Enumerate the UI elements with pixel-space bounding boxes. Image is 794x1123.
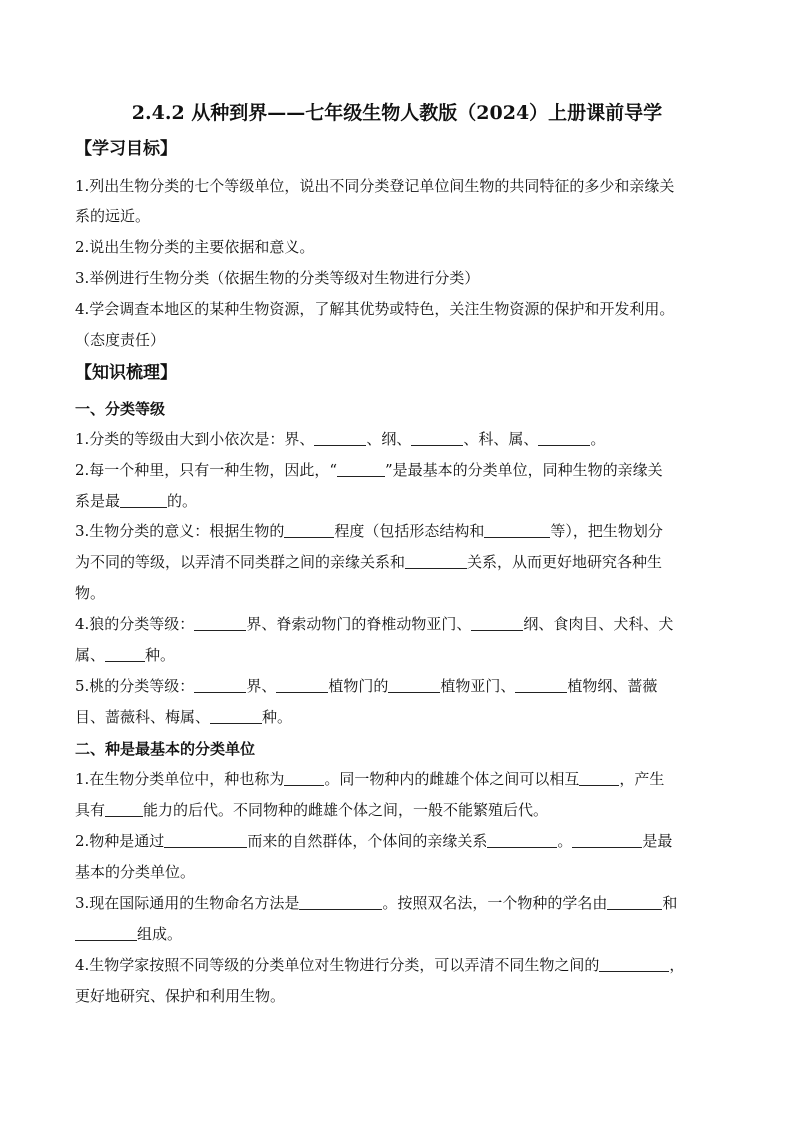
- question-line: [75, 428, 725, 449]
- question-text: 具有: [75, 801, 106, 819]
- question-text: 、纲、: [366, 430, 412, 448]
- question-text: 、科、属、: [463, 430, 539, 448]
- question-text: ”是最基本的分类单位，同种生物的亲缘关: [384, 461, 663, 479]
- question-text: 界、: [246, 677, 277, 695]
- question-line: [75, 830, 725, 851]
- question-line: [75, 490, 725, 511]
- question-text: 2.每一个种里，只有一种生物，因此，“: [75, 461, 337, 479]
- answer-blank[interactable]: [515, 678, 567, 693]
- question-text: 属、: [75, 646, 106, 664]
- question-text: 等），把生物划分: [550, 522, 663, 540]
- answer-blank[interactable]: [194, 616, 246, 631]
- question-text: 1.在生物分类单位中，种也称为: [75, 770, 285, 788]
- objective-line: 2.说出生物分类的主要依据和意义。: [75, 238, 315, 256]
- objectives-heading: 【学习目标】: [75, 139, 177, 159]
- question-text: 为不同的等级，以弄清不同类群之间的亲缘关系和: [75, 553, 406, 571]
- question-text: 1.分类的等级由大到小依次是：界、: [75, 430, 315, 448]
- question-text: 种。: [262, 708, 293, 726]
- section-2-heading: 二、种是最基本的分类单位: [75, 740, 256, 758]
- answer-blank[interactable]: [484, 523, 550, 538]
- answer-blank[interactable]: [607, 895, 662, 910]
- question-text: 植物纲、蔷薇: [567, 677, 658, 695]
- question-text: 是最: [642, 832, 673, 850]
- question-text: 5.桃的分类等级：: [75, 677, 195, 695]
- question-line: [75, 768, 725, 789]
- answer-blank[interactable]: [572, 833, 642, 848]
- question-text: 3.生物分类的意义：根据生物的: [75, 522, 285, 540]
- question-line: [75, 799, 725, 820]
- question-text: ，: [669, 956, 685, 974]
- question-text: 和: [662, 894, 678, 912]
- question-text: 。: [557, 832, 573, 850]
- question-text: 纲、食肉目、犬科、犬: [523, 615, 674, 633]
- question-line: [75, 923, 725, 944]
- question-text: ，产生: [619, 770, 665, 788]
- question-text: 植物门的: [328, 677, 389, 695]
- page-title: 2.4.2 从种到界——七年级生物人教版（2024）上册课前导学: [131, 102, 663, 124]
- question-line: 更好地研究、保护和利用生物。: [75, 987, 286, 1005]
- answer-blank[interactable]: [487, 833, 557, 848]
- answer-blank[interactable]: [388, 678, 440, 693]
- objective-line: 3.举例进行生物分类（依据生物的分类等级对生物进行分类）: [75, 269, 480, 287]
- question-text: 。同一物种内的雌雄个体之间可以相互: [324, 770, 580, 788]
- answer-blank[interactable]: [194, 678, 246, 693]
- answer-blank[interactable]: [120, 493, 167, 508]
- knowledge-heading: 【知识梳理】: [75, 363, 177, 383]
- question-text: 的。: [167, 492, 198, 510]
- question-line: [75, 613, 725, 634]
- answer-blank[interactable]: [405, 554, 467, 569]
- question-text: 2.物种是通过: [75, 832, 165, 850]
- question-text: 目、蔷薇科、梅属、: [75, 708, 211, 726]
- objective-line: （态度责任）: [75, 331, 166, 349]
- answer-blank[interactable]: [579, 771, 619, 786]
- answer-blank[interactable]: [411, 431, 463, 446]
- question-line: [75, 644, 725, 665]
- question-line: [75, 954, 725, 975]
- objective-line: 系的远近。: [75, 207, 151, 225]
- answer-blank[interactable]: [284, 523, 334, 538]
- answer-blank[interactable]: [105, 647, 145, 662]
- question-line: [75, 520, 725, 541]
- question-text: 。按照双名法，一个物种的学名由: [382, 894, 608, 912]
- question-text: 4.狼的分类等级：: [75, 615, 195, 633]
- question-text: 组成。: [137, 925, 183, 943]
- question-text: 植物亚门、: [440, 677, 516, 695]
- question-line: 基本的分类单位。: [75, 863, 196, 881]
- answer-blank[interactable]: [276, 678, 328, 693]
- answer-blank[interactable]: [314, 431, 366, 446]
- question-line: [75, 675, 725, 696]
- question-text: 3.现在国际通用的生物命名方法是: [75, 894, 300, 912]
- question-text: 4.生物学家按照不同等级的分类单位对生物进行分类，可以弄清不同生物之间的: [75, 956, 600, 974]
- question-line: [75, 551, 725, 572]
- answer-blank[interactable]: [538, 431, 590, 446]
- section-1-heading: 一、分类等级: [75, 400, 166, 418]
- answer-blank[interactable]: [210, 709, 262, 724]
- answer-blank[interactable]: [337, 462, 385, 477]
- question-line: [75, 706, 725, 727]
- answer-blank[interactable]: [105, 802, 143, 817]
- question-line: [75, 892, 725, 913]
- objective-line: 4.学会调查本地区的某种生物资源，了解其优势或特色，关注生物资源的保护和开发利用。: [75, 300, 675, 318]
- answer-blank[interactable]: [471, 616, 523, 631]
- question-text: 关系，从而更好地研究各种生: [467, 553, 663, 571]
- question-line: 物。: [75, 584, 106, 602]
- answer-blank[interactable]: [75, 926, 137, 941]
- answer-blank[interactable]: [284, 771, 324, 786]
- question-text: 系是最: [75, 492, 121, 510]
- question-text: 。: [590, 430, 606, 448]
- answer-blank[interactable]: [599, 957, 669, 972]
- question-text: 而来的自然群体，个体间的亲缘关系: [247, 832, 488, 850]
- question-text: 程度（包括形态结构和: [334, 522, 485, 540]
- objective-line: 1.列出生物分类的七个等级单位，说出不同分类登记单位间生物的共同特征的多少和亲缘关: [75, 177, 675, 195]
- question-text: 能力的后代。不同物种的雌雄个体之间，一般不能繁殖后代。: [143, 801, 549, 819]
- answer-blank[interactable]: [164, 833, 247, 848]
- answer-blank[interactable]: [299, 895, 382, 910]
- question-line: [75, 459, 725, 480]
- question-text: 种。: [145, 646, 176, 664]
- question-text: 界、脊索动物门的脊椎动物亚门、: [246, 615, 472, 633]
